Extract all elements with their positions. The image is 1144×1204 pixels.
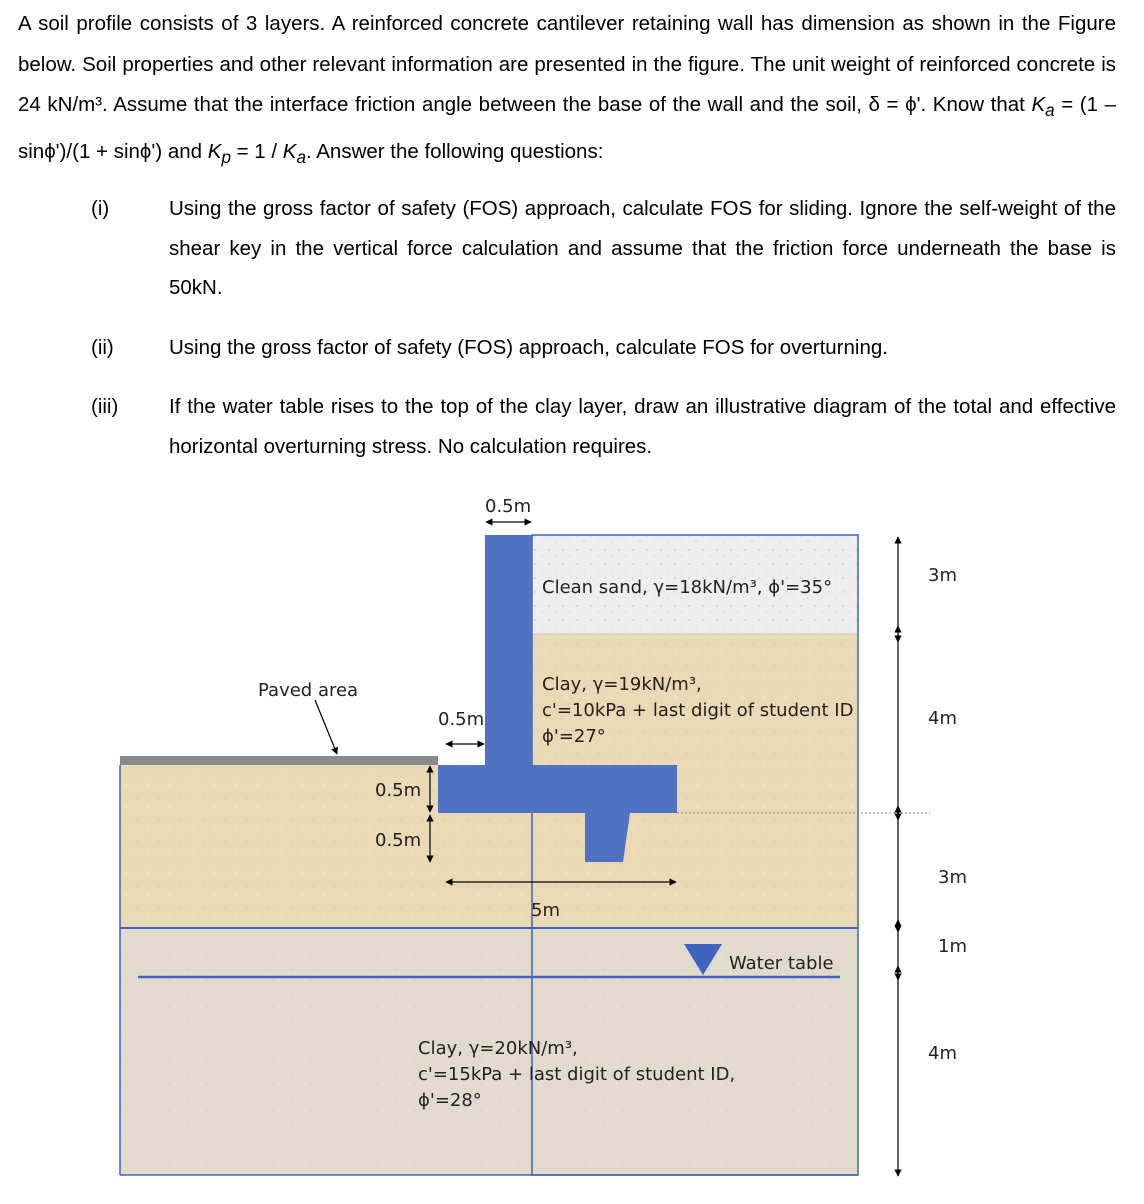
question-number: (i)	[91, 197, 110, 221]
dim-key-depth-label: 0.5m	[375, 830, 422, 851]
question-number: (ii)	[91, 335, 114, 359]
wall-stem	[485, 535, 532, 765]
water-table-label: Water table	[729, 953, 834, 974]
intro-text: A soil profile consists of 3 layers. A reinforced concrete cantilever retaining wall has dimension as shown in the Figure below. Soil properties and other relevant information are presented in the figure. The unit weight of reinforced concrete is 24 kN/m³. Assume that the interface friction angle between the base of the wall and the soil, δ = ϕ'. Know that	[18, 12, 1116, 116]
question-2	[18, 328, 1116, 368]
ka-subscript: a	[1045, 101, 1055, 121]
dim-base-width-label: 5m	[531, 900, 560, 921]
wall-base	[438, 765, 677, 813]
depth-dim-label-5: 4m	[928, 1043, 957, 1064]
problem-intro	[18, 4, 1116, 178]
depth-dim-label-1: 3m	[928, 565, 957, 586]
kp-symbol: K	[207, 139, 222, 163]
dim-stem-width-label: 0.5m	[485, 496, 532, 517]
paved-area-leader	[315, 700, 337, 754]
question-text: Using the gross factor of safety (FOS) approach, calculate FOS for sliding. Ignore the self-weight of the shear key in the vertical force calculation and assume that the friction force underneath the base is 50kN.	[169, 197, 1116, 300]
question-3	[18, 387, 1116, 466]
sand-label: Clean sand, γ=18kN/m³, ϕ'=35°	[542, 577, 833, 598]
ka-subscript-2: a	[296, 147, 306, 167]
pavement	[120, 756, 438, 765]
ka-formula: = (1 – sinϕ')/(1 + sinϕ') and	[18, 93, 1117, 163]
clay2-line2: c'=15kPa + last digit of student ID,	[418, 1064, 736, 1085]
clay1-line3: ϕ'=27°	[542, 726, 606, 747]
question-text: Using the gross factor of safety (FOS) approach, calculate FOS for overturning.	[169, 335, 888, 359]
kp-formula: = 1 /	[230, 139, 283, 163]
depth-dim-label-2: 4m	[928, 708, 957, 729]
clay1-line1: Clay, γ=19kN/m³,	[542, 674, 702, 695]
question-text: If the water table rises to the top of the clay layer, draw an illustrative diagram of the total and effective horizontal overturning stress. No calculation requires.	[169, 395, 1116, 458]
kp-subscript: p	[221, 147, 231, 167]
paved-area-label: Paved area	[258, 680, 359, 701]
dim-base-thickness-label: 0.5m	[375, 780, 422, 801]
dim-toe-length-label: 0.5m	[438, 709, 485, 730]
clay2-line1: Clay, γ=20kN/m³,	[418, 1038, 578, 1059]
ka-symbol-2: K	[282, 139, 297, 163]
depth-dim-label-4: 1m	[938, 936, 967, 957]
ka-symbol: K	[1031, 93, 1046, 116]
question-1	[18, 189, 1116, 308]
clay1-line2: c'=10kPa + last digit of student ID	[542, 700, 854, 721]
depth-dim-label-3: 3m	[938, 867, 967, 888]
retaining-wall-figure	[0, 480, 1144, 1204]
clay2-line3: ϕ'=28°	[418, 1090, 482, 1111]
shear-key	[585, 813, 630, 862]
problem-statement	[18, 4, 1116, 466]
question-number: (iii)	[91, 395, 119, 419]
intro-end: . Answer the following questions:	[305, 139, 604, 163]
